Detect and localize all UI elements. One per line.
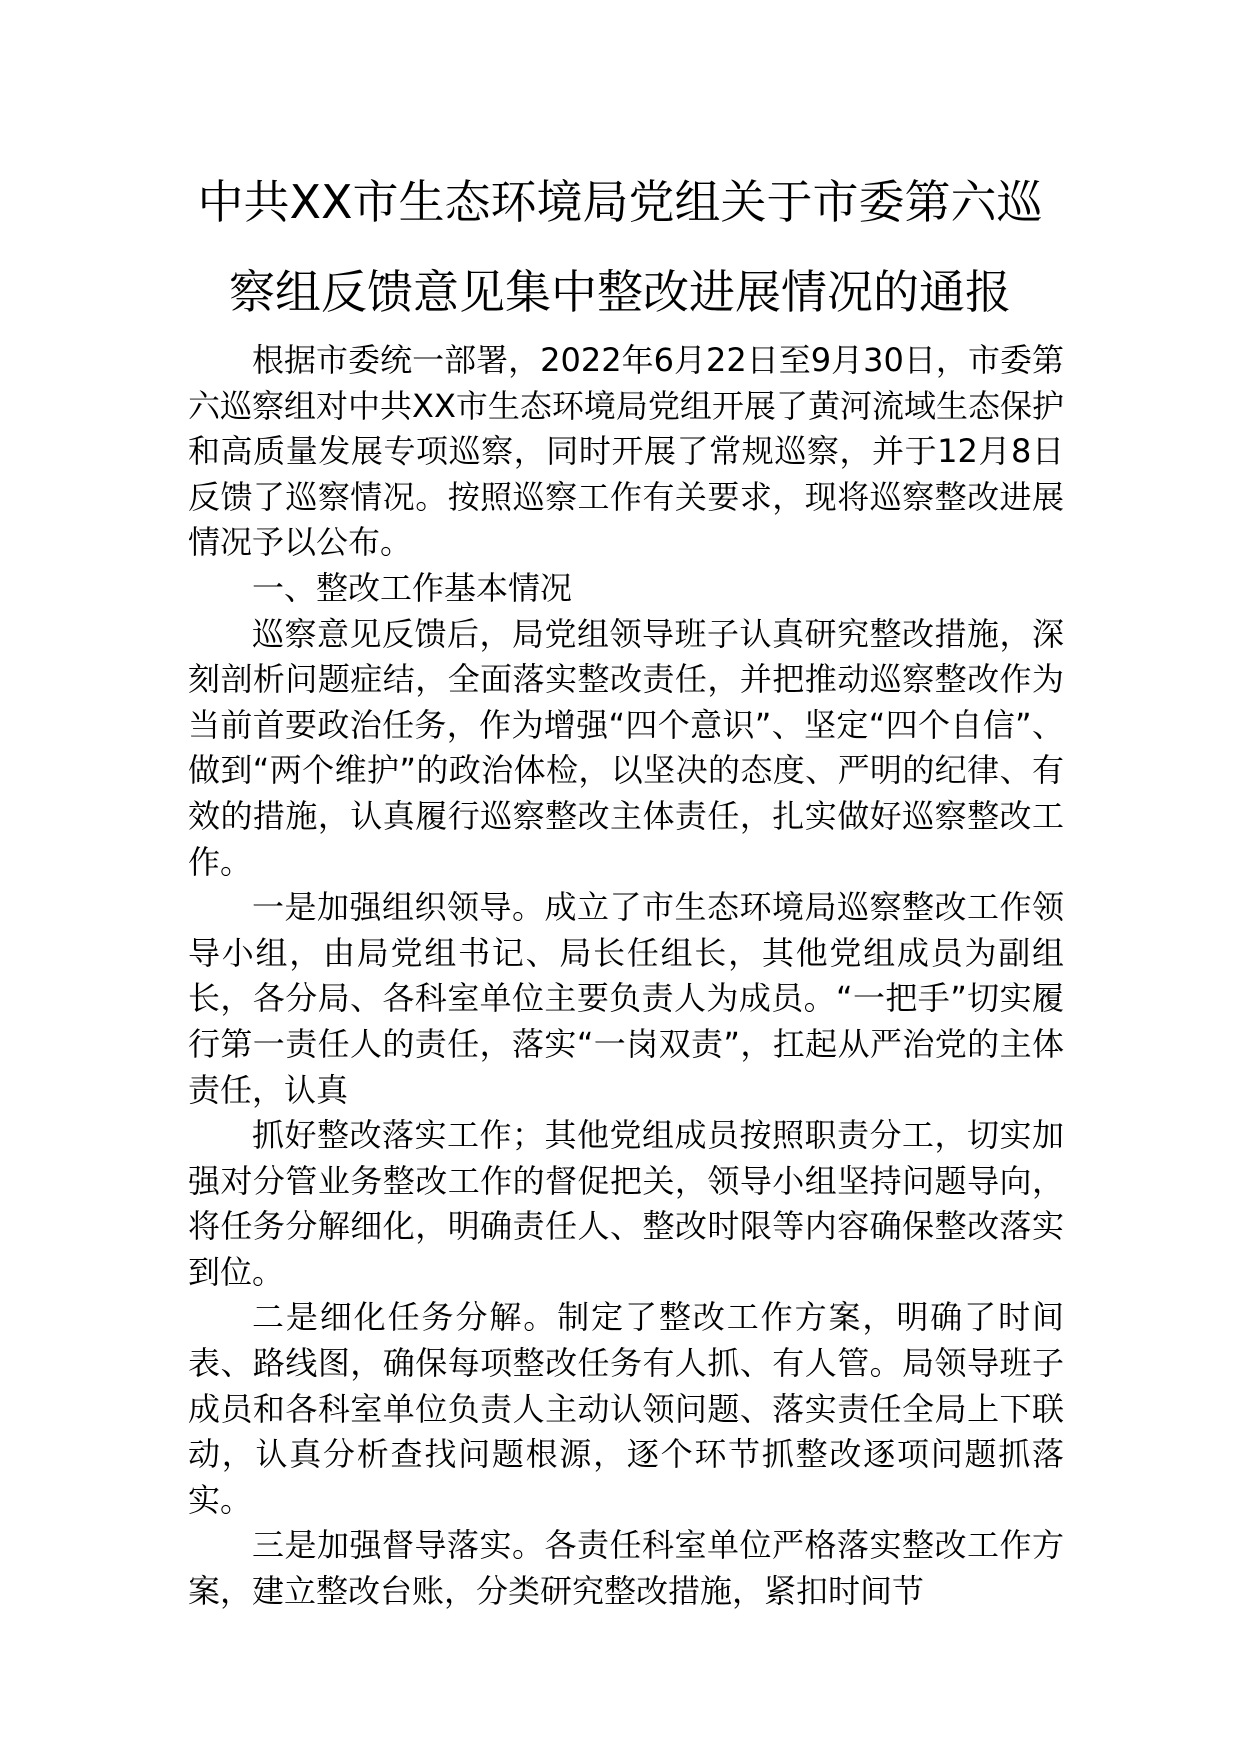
document-body	[188, 338, 1064, 1615]
section-heading-1: 一、整改工作基本情况	[252, 568, 573, 607]
document-title-line-1: 中共XX市生态环境局党组关于市委第六巡	[197, 175, 1043, 229]
paragraph-intro: 根据市委统一部署，2022年6月22日至9月30日，市委第六巡察组对中共XX市生态环境局党组开展了黄河流域生态保护和高质量发展专项巡察，同时开展了常规巡察，并于12月8日反馈了巡察情况。按照巡察工作有关要求，现将巡察整改进展情况予以公布。	[188, 341, 1064, 562]
paragraph-task-breakdown: 二是细化任务分解。制定了整改工作方案，明确了时间表、路线图，确保每项整改任务有人抓、有人管。局领导班子成员和各科室单位负责人主动认领问题、落实责任全局上下联动，认真分析查找问题根源，逐个环节抓整改逐项问题抓落实。	[188, 1298, 1064, 1519]
paragraph-overview: 巡察意见反馈后，局党组领导班子认真研究整改措施，深刻剖析问题症结，全面落实整改责任，并把推动巡察整改作为当前首要政治任务，作为增强“四个意识”、坚定“四个自信”、做到“两个维护”的政治体检，以坚决的态度、严明的纪律、有效的措施，认真履行巡察整改主体责任，扎实做好巡察整改工作。	[188, 614, 1064, 881]
paragraph-supervision: 三是加强督导落实。各责任科室单位严格落实整改工作方案，建立整改台账，分类研究整改措施，紧扣时间节	[188, 1526, 1064, 1611]
document-title-line-2: 察组反馈意见集中整改进展情况的通报	[229, 265, 1011, 319]
paragraph-organization: 一是加强组织领导。成立了市生态环境局巡察整改工作领导小组，由局党组书记、局长任组长，其他党组成员为副组长，各分局、各科室单位主要负责人为成员。“一把手”切实履行第一责任人的责任，落实“一岗双责”，扛起从严治党的主体责任，认真	[188, 888, 1064, 1109]
paragraph-implementation: 抓好整改落实工作；其他党组成员按照职责分工，切实加强对分管业务整改工作的督促把关，领导小组坚持问题导向，将任务分解细化，明确责任人、整改时限等内容确保整改落实到位。	[188, 1116, 1064, 1291]
